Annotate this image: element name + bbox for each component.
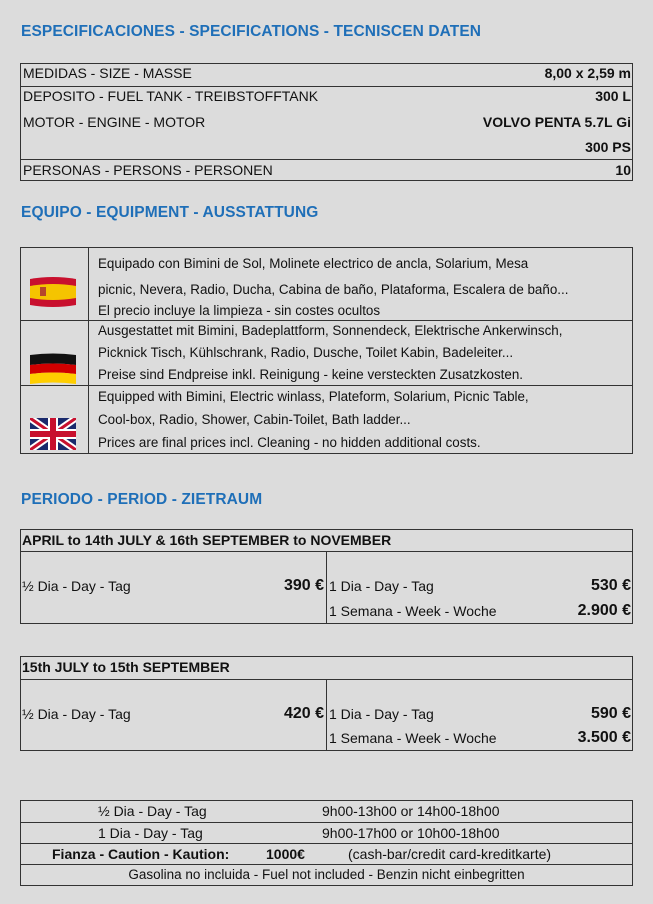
season-high-week-label: 1 Semana - Week - Woche bbox=[329, 730, 497, 746]
season-low-day-label: 1 Dia - Day - Tag bbox=[329, 578, 434, 594]
season-low-half-price: 390 € bbox=[283, 577, 324, 594]
season-high-title: 15th JULY to 15th SEPTEMBER bbox=[22, 659, 230, 675]
uk-flag-icon bbox=[30, 418, 76, 450]
spain-flag-icon bbox=[30, 276, 76, 308]
specs-heading: ESPECIFICACIONES - SPECIFICATIONS - TECNISCEN DATEN bbox=[21, 23, 482, 40]
equipment-en-line1: Equipped with Bimini, Electric winlass, Plateform, Solarium, Picnic Table, bbox=[98, 389, 529, 404]
season-high-half-price: 420 € bbox=[283, 705, 324, 722]
spec-size-label: MEDIDAS - SIZE - MASSE bbox=[23, 65, 192, 81]
spec-size-value: 8,00 x 2,59 m bbox=[544, 65, 631, 81]
spec-engine-value: VOLVO PENTA 5.7L Gi bbox=[482, 114, 631, 130]
equipment-en-line3: Prices are final prices incl. Cleaning - no hidden additional costs. bbox=[98, 435, 481, 450]
spec-fuel-value: 300 L bbox=[595, 88, 631, 104]
equipment-en-line2: Cool-box, Radio, Shower, Cabin-Toilet, Bath ladder... bbox=[98, 412, 411, 427]
footer-day-label: 1 Dia - Day - Tag bbox=[98, 825, 203, 841]
equipment-de-line1: Ausgestattet mit Bimini, Badeplattform, Sonnendeck, Elektrische Ankerwinsch, bbox=[98, 323, 563, 338]
season-high-week-price: 3.500 € bbox=[577, 729, 631, 746]
season-low-half-label: ½ Dia - Day - Tag bbox=[22, 578, 131, 594]
equipment-de-line3: Preise sind Endpreise inkl. Reinigung - keine versteckten Zusatzkosten. bbox=[98, 367, 523, 382]
footer-deposit-amount: 1000€ bbox=[266, 846, 305, 862]
equipment-es-line3: El precio incluye la limpieza - sin costes ocultos bbox=[98, 303, 381, 318]
footer-half-label: ½ Dia - Day - Tag bbox=[98, 803, 207, 819]
germany-flag-icon bbox=[30, 353, 76, 385]
footer-deposit-note: (cash-bar/credit card-kreditkarte) bbox=[348, 846, 552, 862]
spec-engine-label: MOTOR - ENGINE - MOTOR bbox=[23, 114, 206, 130]
footer-half-hours: 9h00-13h00 or 14h00-18h00 bbox=[322, 803, 500, 819]
spec-persons-value: 10 bbox=[615, 162, 631, 178]
season-high-day-price: 590 € bbox=[590, 705, 631, 722]
equipment-es-line2: picnic, Nevera, Radio, Ducha, Cabina de baño, Plataforma, Escalera de baño... bbox=[98, 282, 569, 297]
season-low-day-price: 530 € bbox=[590, 577, 631, 594]
season-low-week-price: 2.900 € bbox=[577, 602, 631, 619]
equipment-de-line2: Picknick Tisch, Kühlschrank, Radio, Dusche, Toilet Kabin, Badeleiter... bbox=[98, 345, 514, 360]
footer-deposit-label: Fianza - Caution - Kaution: bbox=[52, 846, 230, 862]
season-high-day-label: 1 Dia - Day - Tag bbox=[329, 706, 434, 722]
footer-day-hours: 9h00-17h00 or 10h00-18h00 bbox=[322, 825, 500, 841]
spec-persons-label: PERSONAS - PERSONS - PERSONEN bbox=[23, 162, 273, 178]
equipment-heading: EQUIPO - EQUIPMENT - AUSSTATTUNG bbox=[21, 204, 319, 221]
footer-fuel-note: Gasolina no incluida - Fuel not included - Benzin nicht einbegritten bbox=[128, 867, 525, 882]
season-high-half-label: ½ Dia - Day - Tag bbox=[22, 706, 131, 722]
equipment-es-line1: Equipado con Bimini de Sol, Molinete electrico de ancla, Solarium, Mesa bbox=[98, 256, 529, 271]
spec-fuel-label: DEPOSITO - FUEL TANK - TREIBSTOFFTANK bbox=[23, 88, 319, 104]
season-low-title: APRIL to 14th JULY & 16th SEPTEMBER to NOVEMBER bbox=[22, 532, 392, 548]
spec-engine-power: 300 PS bbox=[585, 139, 631, 155]
season-low-week-label: 1 Semana - Week - Woche bbox=[329, 603, 497, 619]
period-heading: PERIODO - PERIOD - ZIETRAUM bbox=[21, 491, 263, 508]
